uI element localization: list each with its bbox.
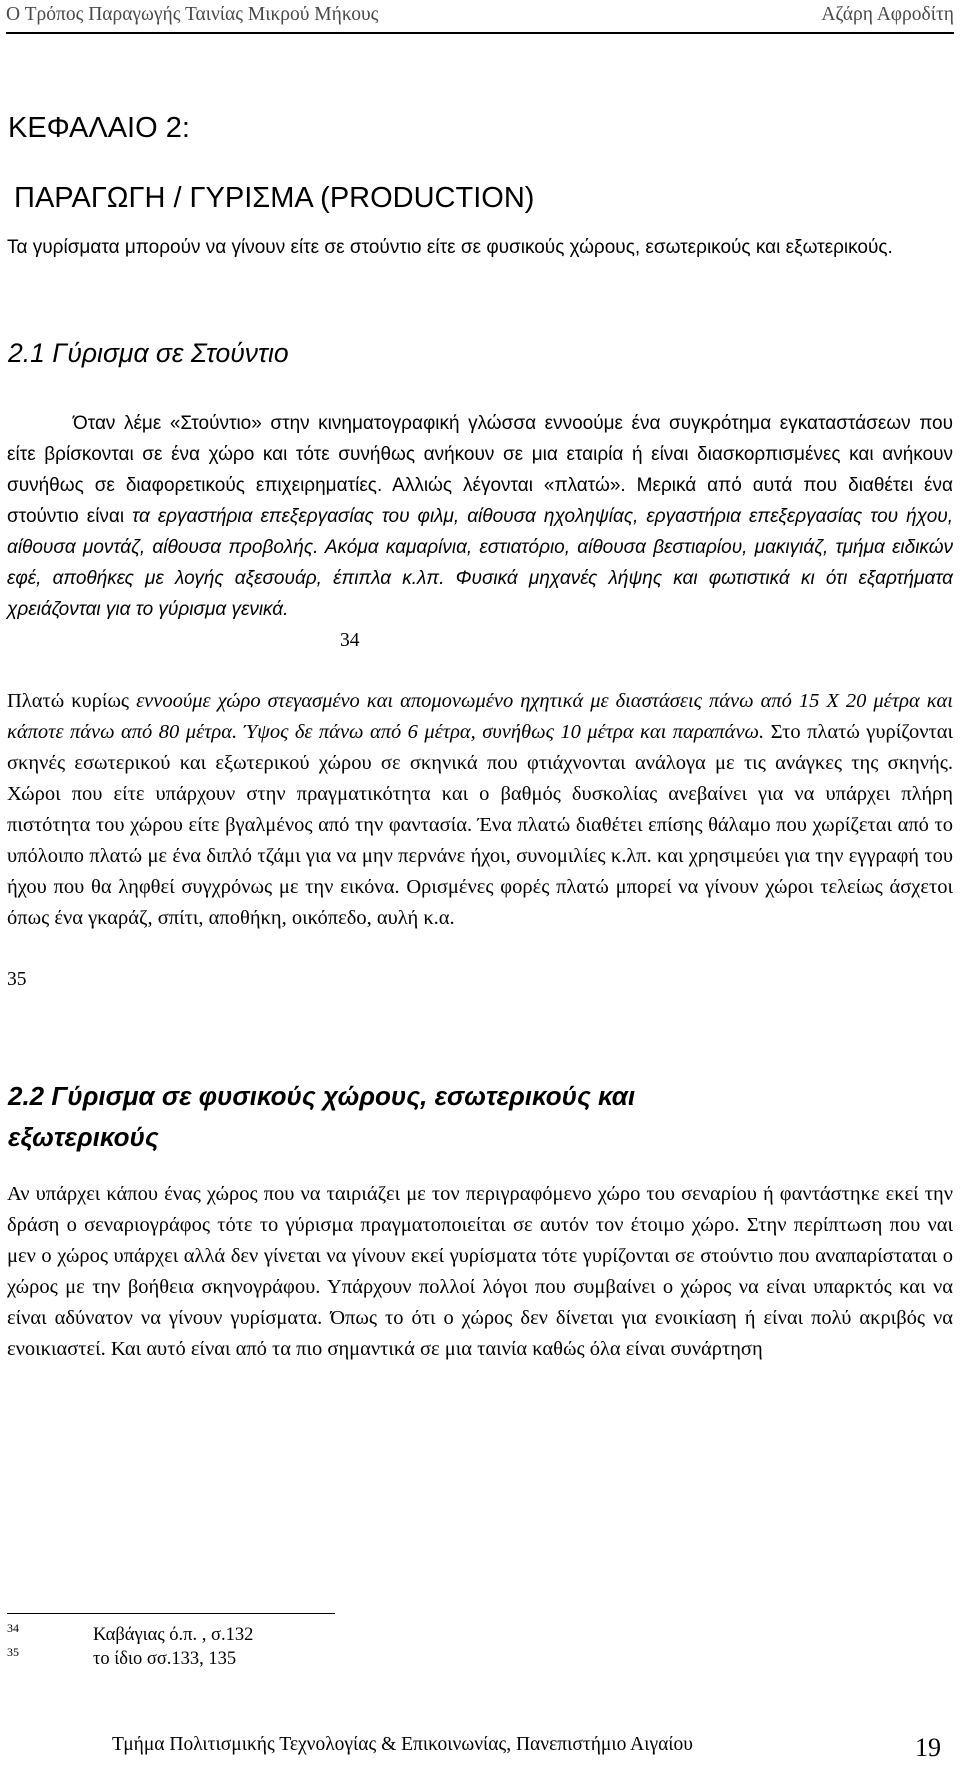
paragraph-text: Στο πλατώ γυρίζονται σκηνές εσωτερικού και εξωτερικού χώρου σε σκηνικά που φτιάχνονται ανάλογα με τις ανάγκες της σκηνής. Χώροι που είτε υπάρχουν στην πραγματικότητα και ο βαθμός δυσκολίας ανεβαίνει για να υπάρχει πλήρη πιστότητα του χώρου είτε βγαλμένος από την φαντασία. Ένα πλατώ διαθέτει επίσης θάλαμο που χωρίζεται από το υπόλοιπο πλατώ με ένα διπλό τζάμι για να μην περνάνε ήχοι, συνομιλίες κ.λπ. και χρησιμεύει για την εγγραφή του ήχου που θα ληφθεί συγχρόνως με την εικόνα. Ορισμένες φορές πλατώ μπορεί να γίνουν χώροι τελείως άσχετοι όπως ένα γκαράζ, σπίτι, αποθήκη, οικόπεδο, αυλή κ.α. [7, 721, 954, 929]
intro-paragraph [7, 232, 953, 263]
paragraph-text: Όταν λέμε «Στούντιο» στην κινηματογραφική γλώσσα εννοούμε ένα συγκρότημα εγκαταστάσεων που είτε βρίσκονται σε ένα χώρο και τότε συνήθως ανήκουν σε μια εταιρία ή είναι διασκορπισμένες και ανήκουν συνήθως σε διαφορετικούς επιχειρηματίες. Αλλιώς λέγονται «πλατώ». Μερικά από αυτά που διαθέτει ένα στούντιο είναι [7, 413, 953, 527]
footnote-number: 35 [7, 1645, 19, 1659]
chapter-label: ΚΕΦΑΛΑΙΟ 2: [8, 112, 190, 144]
paragraph-italic-text: τα εργαστήρια επεξεργασίας του φιλμ, αίθουσα ηχοληψίας, εργαστήρια επεξεργασίας του ήχου, αίθουσα μοντάζ, αίθουσα προβολής. Ακόμα καμαρίνια, εστιατόριο, αίθουσα βεστιαρίου, μακιγιάζ, τμήμα ειδικών εφέ, αποθήκες με λογής αξεσουάρ, έπιπλα κ.λπ. Φυσικά μηχανές λήψης και φωτιστικά κι ότι εξαρτήματα χρειάζονται για το γύρισμα γενικά. [7, 506, 954, 620]
footnote-text: το ίδιο σσ.133, 135 [93, 1649, 237, 1669]
footnote-ref-35[interactable]: 35 [7, 969, 27, 990]
chapter-title: ΠΑΡΑΓΩΓΗ / ΓΥΡΙΣΜΑ (PRODUCTION) [14, 182, 535, 214]
running-footer: Τμήμα Πολιτισμικής Τεχνολογίας & Επικοινωνίας, Πανεπιστήμιο Αιγαίου [112, 1734, 693, 1755]
section-2-1-paragraph-1 [7, 408, 953, 625]
footnote-ref-34[interactable]: 34 [340, 630, 360, 651]
section-2-1-paragraph-2 [7, 686, 953, 934]
footnote-number: 34 [7, 1621, 19, 1635]
paragraph-text: Πλατώ κυρίως [7, 690, 130, 712]
running-header [6, 4, 954, 32]
paragraph-italic-text: εννοούμε χώρο στεγασμένο και απομονωμένο ηχητικά με διαστάσεις πάνω από 15 Χ 20 μέτρα και κάποτε πάνω από 80 μέτρα. Ύψος δε πάνω από 6 μέτρα, συνήθως 10 μέτρα και παραπάνω. [7, 690, 953, 743]
paragraph-text: Αν υπάρχει κάπου ένας χώρος που να ταιριάζει με τον περιγραφόμενο χώρο του σεναρίου ή φαντάστηκε εκεί την δράση ο σεναριογράφος τότε το γύρισμα πραγματοποιείται σε αυτόν τον έτοιμο χώρο. Στην περίπτωση που ναι μεν ο χώρος υπάρχει αλλά δεν γίνεται να γίνουν εκεί γυρίσματα τότε γυρίζονται σε στούντιο που αναπαρίσταται ο χώρος με την βοήθεια σκηνογράφου. Υπάρχουν πολλοί λόγοι που συμβαίνει ο χώρος να είναι υπαρκτός και να είναι αδύνατον να γίνουν γυρίσματα. Όπως το ότι ο χώρος δεν δίνεται για ενοικίαση ή είναι πολύ ακριβός να ενοικιαστεί. Και αυτό είναι από τα πιο σημαντικά σε μια ταινία καθώς όλα είναι συνάρτηση [7, 1183, 953, 1360]
section-2-1-title: 2.1 Γύρισμα σε Στούντιο [8, 338, 289, 368]
header-author: Αζάρη Αφροδίτη [821, 4, 954, 25]
section-2-2-paragraph-1 [7, 1179, 953, 1365]
section-2-2-title: 2.2 Γύρισμα σε φυσικούς χώρους, εσωτερικούς και εξωτερικούς [8, 1081, 636, 1152]
footnote-rule [7, 1613, 335, 1614]
header-title: Ο Τρόπος Παραγωγής Ταινίας Μικρού Μήκους [6, 4, 379, 25]
header-rule [6, 32, 954, 34]
page-number: 19 [915, 1733, 941, 1762]
footnote-text: Καβάγιας ό.π. , σ.132 [93, 1625, 254, 1645]
intro-text: Τα γυρίσματα μπορούν να γίνουν είτε σε στούντιο είτε σε φυσικούς χώρους, εσωτερικούς και εξωτερικούς. [7, 237, 893, 258]
